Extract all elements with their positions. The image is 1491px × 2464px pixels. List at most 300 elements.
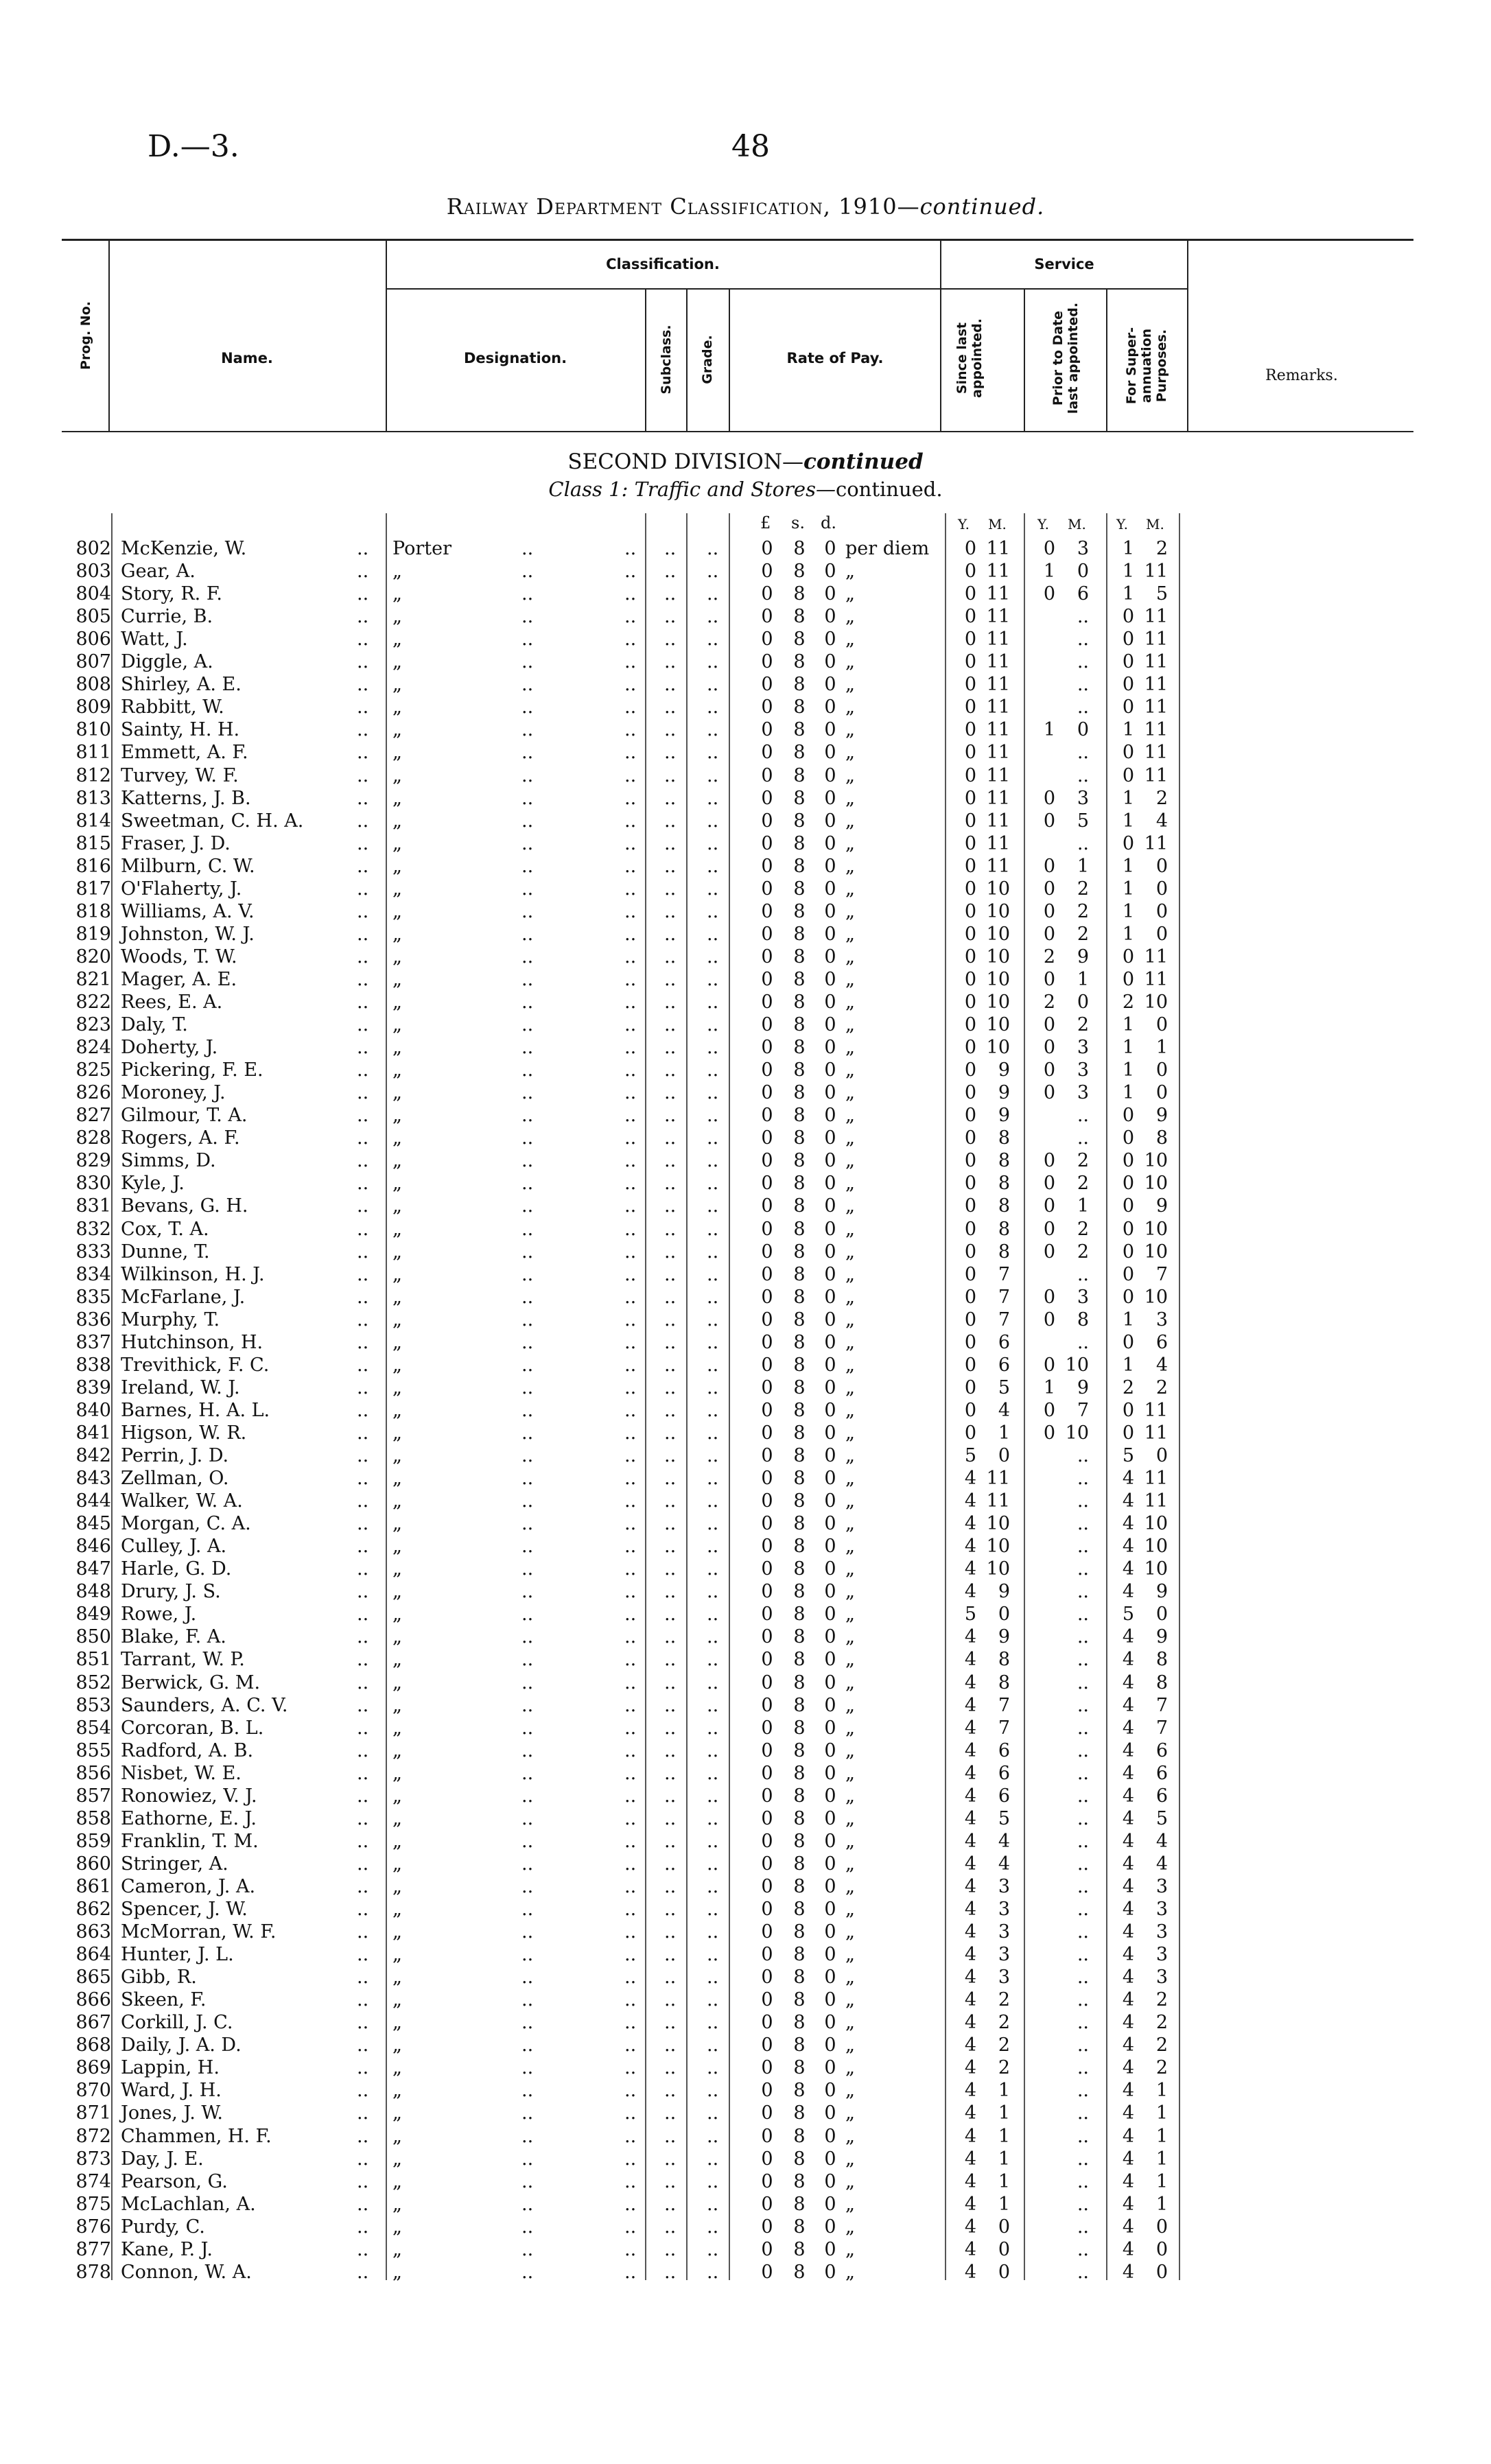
designation: „: [392, 1604, 402, 1626]
pay-shillings: 8: [793, 1649, 806, 1671]
pay-rate-suffix: „: [845, 1399, 855, 1421]
pay-rate-suffix: „: [845, 1059, 855, 1081]
leader-dots: ..: [357, 1014, 369, 1036]
pay-rate-suffix: „: [845, 583, 855, 605]
grade-cell: ..: [707, 946, 719, 967]
since-months: 11: [986, 583, 1010, 605]
pence-unit: d.: [821, 513, 836, 532]
super-months: 3: [1155, 1875, 1168, 1897]
prior-months: ..: [1077, 1558, 1089, 1580]
grade-cell: ..: [707, 1717, 719, 1739]
super-years: 0: [1122, 629, 1134, 650]
leader-dots: ..: [357, 900, 369, 922]
since-months: 6: [998, 1762, 1010, 1784]
pay-pounds: 0: [761, 900, 773, 922]
table-row: [0, 2034, 1491, 2056]
pay-pence: 0: [824, 1536, 836, 1558]
table-row: [0, 1467, 1491, 1490]
table-row: [0, 1694, 1491, 1717]
prior-months: ..: [1077, 1649, 1089, 1671]
leader-dots: ..: [357, 1150, 369, 1172]
table-row: [0, 1104, 1491, 1127]
super-years: 4: [1122, 1513, 1134, 1535]
since-years: 4: [964, 1830, 976, 1852]
table-row: [0, 1580, 1491, 1603]
subclass-cell: ..: [664, 810, 677, 832]
title-main: Railway Department Classification,: [446, 193, 831, 220]
prog-number: 854: [75, 1717, 111, 1739]
table-row: [0, 923, 1491, 946]
leader-dots: ..: [624, 900, 637, 922]
prior-months: 2: [1077, 1150, 1089, 1172]
designation: „: [392, 1082, 402, 1104]
super-months: 9: [1155, 1195, 1168, 1217]
table-row: [0, 1921, 1491, 1943]
leader-dots: ..: [521, 1513, 534, 1535]
leader-dots: ..: [357, 992, 369, 1013]
since-years: 4: [964, 2170, 976, 2192]
super-years: 0: [1122, 968, 1134, 990]
leader-dots: ..: [624, 2034, 637, 2056]
super-years: 0: [1122, 1263, 1134, 1285]
prior-months: ..: [1077, 2034, 1089, 2056]
service-header: Service: [1034, 256, 1094, 272]
staff-name: Williams, A. V.: [121, 900, 255, 922]
leader-dots: ..: [624, 1376, 637, 1398]
pay-pounds: 0: [761, 561, 773, 583]
staff-name: Day, J. E.: [121, 2148, 204, 2170]
prior-years: 0: [1043, 878, 1055, 900]
designation: „: [392, 742, 402, 764]
leader-dots: ..: [624, 1082, 637, 1104]
super-years: 1: [1122, 1082, 1134, 1104]
staff-name: Kyle, J.: [121, 1173, 185, 1195]
super-years: 5: [1122, 1604, 1134, 1626]
leader-dots: ..: [521, 561, 534, 583]
super-months: 5: [1155, 1807, 1168, 1829]
pay-shillings: 8: [793, 1694, 806, 1716]
table-row: [0, 1422, 1491, 1444]
leader-dots: ..: [357, 1286, 369, 1308]
pay-shillings: 8: [793, 2193, 806, 2215]
prior-months: ..: [1077, 1967, 1089, 1988]
prog-number: 814: [75, 810, 111, 832]
pay-rate-suffix: „: [845, 787, 855, 809]
pay-pence: 0: [824, 1014, 836, 1036]
subclass-cell: ..: [664, 1286, 677, 1308]
pay-shillings: 8: [793, 1468, 806, 1490]
staff-name: Higson, W. R.: [121, 1422, 247, 1444]
designation: „: [392, 1807, 402, 1829]
leader-dots: ..: [624, 1626, 637, 1648]
leader-dots: ..: [521, 1082, 534, 1104]
prior-months: ..: [1077, 1830, 1089, 1852]
super-months: 2: [1155, 2012, 1168, 2034]
designation: „: [392, 1445, 402, 1466]
grade-header: Grade.: [700, 335, 715, 384]
since-months: 10: [986, 968, 1010, 990]
designation: „: [392, 968, 402, 990]
pay-shillings: 8: [793, 2216, 806, 2238]
super-months: 9: [1155, 1626, 1168, 1648]
since-months: 7: [998, 1694, 1010, 1716]
super-months: 4: [1155, 1853, 1168, 1875]
super-years-unit: Y.: [1116, 516, 1128, 532]
leader-dots: ..: [624, 674, 637, 696]
title-year: 1910—: [838, 193, 920, 220]
grade-cell: ..: [707, 1604, 719, 1626]
prog-number: 835: [75, 1286, 111, 1308]
staff-name: Fraser, J. D.: [121, 832, 231, 854]
super-months: 3: [1155, 1967, 1168, 1988]
prior-months: ..: [1077, 1445, 1089, 1466]
subclass-cell: ..: [664, 1626, 677, 1648]
staff-name: Tarrant, W. P.: [121, 1649, 245, 1671]
leader-dots: ..: [624, 810, 637, 832]
since-months: 9: [998, 1105, 1010, 1127]
super-months: 2: [1155, 787, 1168, 809]
prog-no-header: Prog. No.: [78, 301, 93, 370]
pay-shillings: 8: [793, 1059, 806, 1081]
leader-dots: ..: [624, 1944, 637, 1966]
staff-name: Watt, J.: [121, 629, 188, 650]
pay-pounds: 0: [761, 1014, 773, 1036]
grade-cell: ..: [707, 1037, 719, 1059]
class-label: Class 1: Traffic and Stores—: [548, 478, 836, 501]
super-years: 0: [1122, 1127, 1134, 1149]
pay-pence: 0: [824, 2012, 836, 2034]
prog-number: 824: [75, 1037, 111, 1059]
subclass-cell: ..: [664, 1581, 677, 1603]
grade-cell: ..: [707, 538, 719, 559]
leader-dots: ..: [624, 855, 637, 877]
leader-dots: ..: [521, 538, 534, 559]
since-months: 0: [998, 1604, 1010, 1626]
grade-cell: ..: [707, 1195, 719, 1217]
staff-name: Murphy, T.: [121, 1309, 220, 1330]
prog-number: 838: [75, 1354, 111, 1376]
subclass-cell: ..: [664, 1989, 677, 2011]
staff-name: Gilmour, T. A.: [121, 1105, 248, 1127]
grade-cell: ..: [707, 629, 719, 650]
staff-name: Chammen, H. F.: [121, 2125, 272, 2147]
super-years: 4: [1122, 1649, 1134, 1671]
pay-shillings: 8: [793, 1558, 806, 1580]
page-title: [0, 193, 1491, 220]
pay-pounds: 0: [761, 832, 773, 854]
super-years: 4: [1122, 1989, 1134, 2011]
grade-cell: ..: [707, 1059, 719, 1081]
prog-number: 848: [75, 1581, 111, 1603]
prior-months: ..: [1077, 1513, 1089, 1535]
leader-dots: ..: [521, 810, 534, 832]
leader-dots: ..: [357, 1899, 369, 1920]
leader-dots: ..: [624, 719, 637, 741]
prog-number: 856: [75, 1762, 111, 1784]
designation: „: [392, 946, 402, 967]
pay-rate-suffix: „: [845, 1241, 855, 1263]
prior-years: 0: [1043, 787, 1055, 809]
pay-pence: 0: [824, 2102, 836, 2124]
pay-shillings: 8: [793, 1150, 806, 1172]
grade-cell: ..: [707, 2238, 719, 2260]
pay-rate-suffix: „: [845, 832, 855, 854]
prog-number: 834: [75, 1263, 111, 1285]
super-months: 0: [1155, 878, 1168, 900]
since-months: 11: [986, 674, 1010, 696]
pay-rate-suffix: „: [845, 561, 855, 583]
pay-shillings: 8: [793, 1218, 806, 1240]
leader-dots: ..: [357, 764, 369, 786]
prior-years: 2: [1043, 992, 1055, 1013]
subclass-cell: ..: [664, 1331, 677, 1353]
leader-dots: ..: [624, 1671, 637, 1693]
pay-pounds: 0: [761, 764, 773, 786]
leader-dots: ..: [521, 674, 534, 696]
leader-dots: ..: [624, 1354, 637, 1376]
leader-dots: ..: [357, 2057, 369, 2079]
pay-shillings: 8: [793, 1807, 806, 1829]
leader-dots: ..: [521, 1581, 534, 1603]
subclass-cell: ..: [664, 1263, 677, 1285]
since-years: 4: [964, 1558, 976, 1580]
pay-shillings: 8: [793, 1082, 806, 1104]
designation: „: [392, 2057, 402, 2079]
pay-rate-suffix: „: [845, 2080, 855, 2102]
prior-months-unit: M.: [1068, 516, 1086, 532]
pay-shillings: 8: [793, 1739, 806, 1761]
prog-number: 843: [75, 1468, 111, 1490]
prior-months: 3: [1077, 1059, 1089, 1081]
pay-pence: 0: [824, 1649, 836, 1671]
prog-number: 809: [75, 696, 111, 718]
pay-rate-suffix: „: [845, 878, 855, 900]
since-years: 0: [964, 1127, 976, 1149]
leader-dots: ..: [624, 629, 637, 650]
super-years: 0: [1122, 1331, 1134, 1353]
pay-shillings: 8: [793, 2012, 806, 2034]
since-months: 7: [998, 1309, 1010, 1330]
prior-months: ..: [1077, 1105, 1089, 1127]
leader-dots: ..: [624, 1105, 637, 1127]
pay-rate-suffix: „: [845, 1762, 855, 1784]
pay-shillings: 8: [793, 1173, 806, 1195]
since-years: 0: [964, 583, 976, 605]
since-years-unit: Y.: [958, 516, 970, 532]
leader-dots: ..: [357, 1581, 369, 1603]
pay-shillings: 8: [793, 810, 806, 832]
leader-dots: ..: [624, 696, 637, 718]
pay-rate-suffix: „: [845, 2238, 855, 2260]
super-months: 1: [1155, 2102, 1168, 2124]
table-row: [0, 1603, 1491, 1626]
pay-rate-suffix: „: [845, 855, 855, 877]
table-row: [0, 1286, 1491, 1309]
staff-name: Turvey, W. F.: [121, 764, 239, 786]
super-months: 1: [1155, 2080, 1168, 2102]
leader-dots: ..: [624, 1127, 637, 1149]
table-row: [0, 673, 1491, 696]
pay-pence: 0: [824, 2125, 836, 2147]
leader-dots: ..: [521, 900, 534, 922]
since-months: 9: [998, 1626, 1010, 1648]
table-row: [0, 1943, 1491, 1966]
pay-pence: 0: [824, 1558, 836, 1580]
super-months: 1: [1155, 2148, 1168, 2170]
super-years: 0: [1122, 742, 1134, 764]
pay-pence: 0: [824, 651, 836, 673]
pay-shillings: 8: [793, 2170, 806, 2192]
prog-number: 858: [75, 1807, 111, 1829]
pay-pence: 0: [824, 787, 836, 809]
grade-cell: ..: [707, 696, 719, 718]
since-years: 4: [964, 1944, 976, 1966]
pay-pence: 0: [824, 923, 836, 945]
table-row: [0, 1535, 1491, 1558]
pay-pounds: 0: [761, 1286, 773, 1308]
staff-name: Story, R. F.: [121, 583, 222, 605]
staff-name: Rees, E. A.: [121, 992, 223, 1013]
since-years: 0: [964, 719, 976, 741]
prog-number: 845: [75, 1513, 111, 1535]
grade-cell: ..: [707, 1649, 719, 1671]
prog-number: 852: [75, 1671, 111, 1693]
super-years: 0: [1122, 1173, 1134, 1195]
grade-cell: ..: [707, 1331, 719, 1353]
staff-name: Daily, J. A. D.: [121, 2034, 242, 2056]
grade-cell: ..: [707, 1830, 719, 1852]
subclass-cell: ..: [664, 2170, 677, 2192]
subclass-cell: ..: [664, 1762, 677, 1784]
leader-dots: ..: [357, 946, 369, 967]
grade-cell: ..: [707, 1286, 719, 1308]
leader-dots: ..: [624, 2102, 637, 2124]
staff-name: Morgan, C. A.: [121, 1513, 251, 1535]
subclass-cell: ..: [664, 538, 677, 559]
pay-pounds: 0: [761, 1649, 773, 1671]
prog-number: 851: [75, 1649, 111, 1671]
leader-dots: ..: [357, 855, 369, 877]
super-years: 1: [1122, 583, 1134, 605]
pay-pence: 0: [824, 1173, 836, 1195]
prog-number: 806: [75, 629, 111, 650]
pay-pence: 0: [824, 2193, 836, 2215]
prog-number: 865: [75, 1967, 111, 1988]
pay-pounds: 0: [761, 1558, 773, 1580]
grade-cell: ..: [707, 1536, 719, 1558]
staff-name: Harle, G. D.: [121, 1558, 232, 1580]
super-years: 0: [1122, 696, 1134, 718]
prior-months: 2: [1077, 900, 1089, 922]
prior-months: ..: [1077, 696, 1089, 718]
designation: „: [392, 1899, 402, 1920]
leader-dots: ..: [357, 629, 369, 650]
prior-months: ..: [1077, 2012, 1089, 2034]
pay-shillings: 8: [793, 1490, 806, 1512]
pay-rate-suffix: „: [845, 1649, 855, 1671]
leader-dots: ..: [357, 1989, 369, 2011]
leader-dots: ..: [521, 696, 534, 718]
leader-dots: ..: [521, 2102, 534, 2124]
super-years: 0: [1122, 1105, 1134, 1127]
leader-dots: ..: [521, 1739, 534, 1761]
leader-dots: ..: [521, 1241, 534, 1263]
leader-dots: ..: [624, 1150, 637, 1172]
leader-dots: ..: [521, 1830, 534, 1852]
prior-months: ..: [1077, 1717, 1089, 1739]
staff-name: Blake, F. A.: [121, 1626, 226, 1648]
prior-months: ..: [1077, 2080, 1089, 2102]
pay-shillings: 8: [793, 1263, 806, 1285]
pay-rate-suffix: „: [845, 2057, 855, 2079]
leader-dots: ..: [624, 1309, 637, 1330]
since-months: 11: [986, 719, 1010, 741]
pay-pence: 0: [824, 1944, 836, 1966]
pay-rate-suffix: „: [845, 1694, 855, 1716]
classification-header: Classification.: [606, 256, 720, 272]
prior-months: ..: [1077, 764, 1089, 786]
table-row: [0, 968, 1491, 991]
pay-pence: 0: [824, 2057, 836, 2079]
pay-rate-suffix: „: [845, 2125, 855, 2147]
leader-dots: ..: [521, 1059, 534, 1081]
subclass-cell: ..: [664, 742, 677, 764]
super-months: 0: [1155, 2261, 1168, 2283]
prog-number: 877: [75, 2238, 111, 2260]
leader-dots: ..: [624, 946, 637, 967]
prior-years: 0: [1043, 900, 1055, 922]
pay-pence: 0: [824, 1468, 836, 1490]
since-months: 1: [998, 2148, 1010, 2170]
table-row: [0, 1830, 1491, 1853]
since-years: 0: [964, 606, 976, 628]
since-years: 0: [964, 1082, 976, 1104]
pay-pence: 0: [824, 1989, 836, 2011]
subclass-cell: ..: [664, 1694, 677, 1716]
pay-rate-suffix: „: [845, 1671, 855, 1693]
pay-pence: 0: [824, 1105, 836, 1127]
since-months: 11: [986, 832, 1010, 854]
since-years: 5: [964, 1604, 976, 1626]
leader-dots: ..: [357, 2034, 369, 2056]
prior-years: 0: [1043, 1241, 1055, 1263]
since-years: 4: [964, 1875, 976, 1897]
pay-pounds: 0: [761, 2057, 773, 2079]
leader-dots: ..: [357, 2238, 369, 2260]
prior-years: 0: [1043, 1422, 1055, 1444]
pay-pence: 0: [824, 1899, 836, 1920]
pay-pence: 0: [824, 538, 836, 559]
prog-number: 816: [75, 855, 111, 877]
pay-rate-suffix: „: [845, 1558, 855, 1580]
header-top-rule: [62, 239, 1413, 241]
subclass-cell: ..: [664, 900, 677, 922]
super-years: 4: [1122, 1739, 1134, 1761]
prior-months: ..: [1077, 832, 1089, 854]
prior-months: ..: [1077, 1626, 1089, 1648]
pay-pounds: 0: [761, 2012, 773, 2034]
prior-years: 1: [1043, 719, 1055, 741]
header-divider-1: [108, 240, 110, 432]
table-row: [0, 2056, 1491, 2079]
since-years: 0: [964, 1014, 976, 1036]
super-months: 10: [1144, 992, 1168, 1013]
staff-name: Shirley, A. E.: [121, 674, 242, 696]
header-bottom-rule: [62, 431, 1413, 432]
designation: „: [392, 1309, 402, 1330]
leader-dots: ..: [357, 810, 369, 832]
table-row: [0, 696, 1491, 718]
